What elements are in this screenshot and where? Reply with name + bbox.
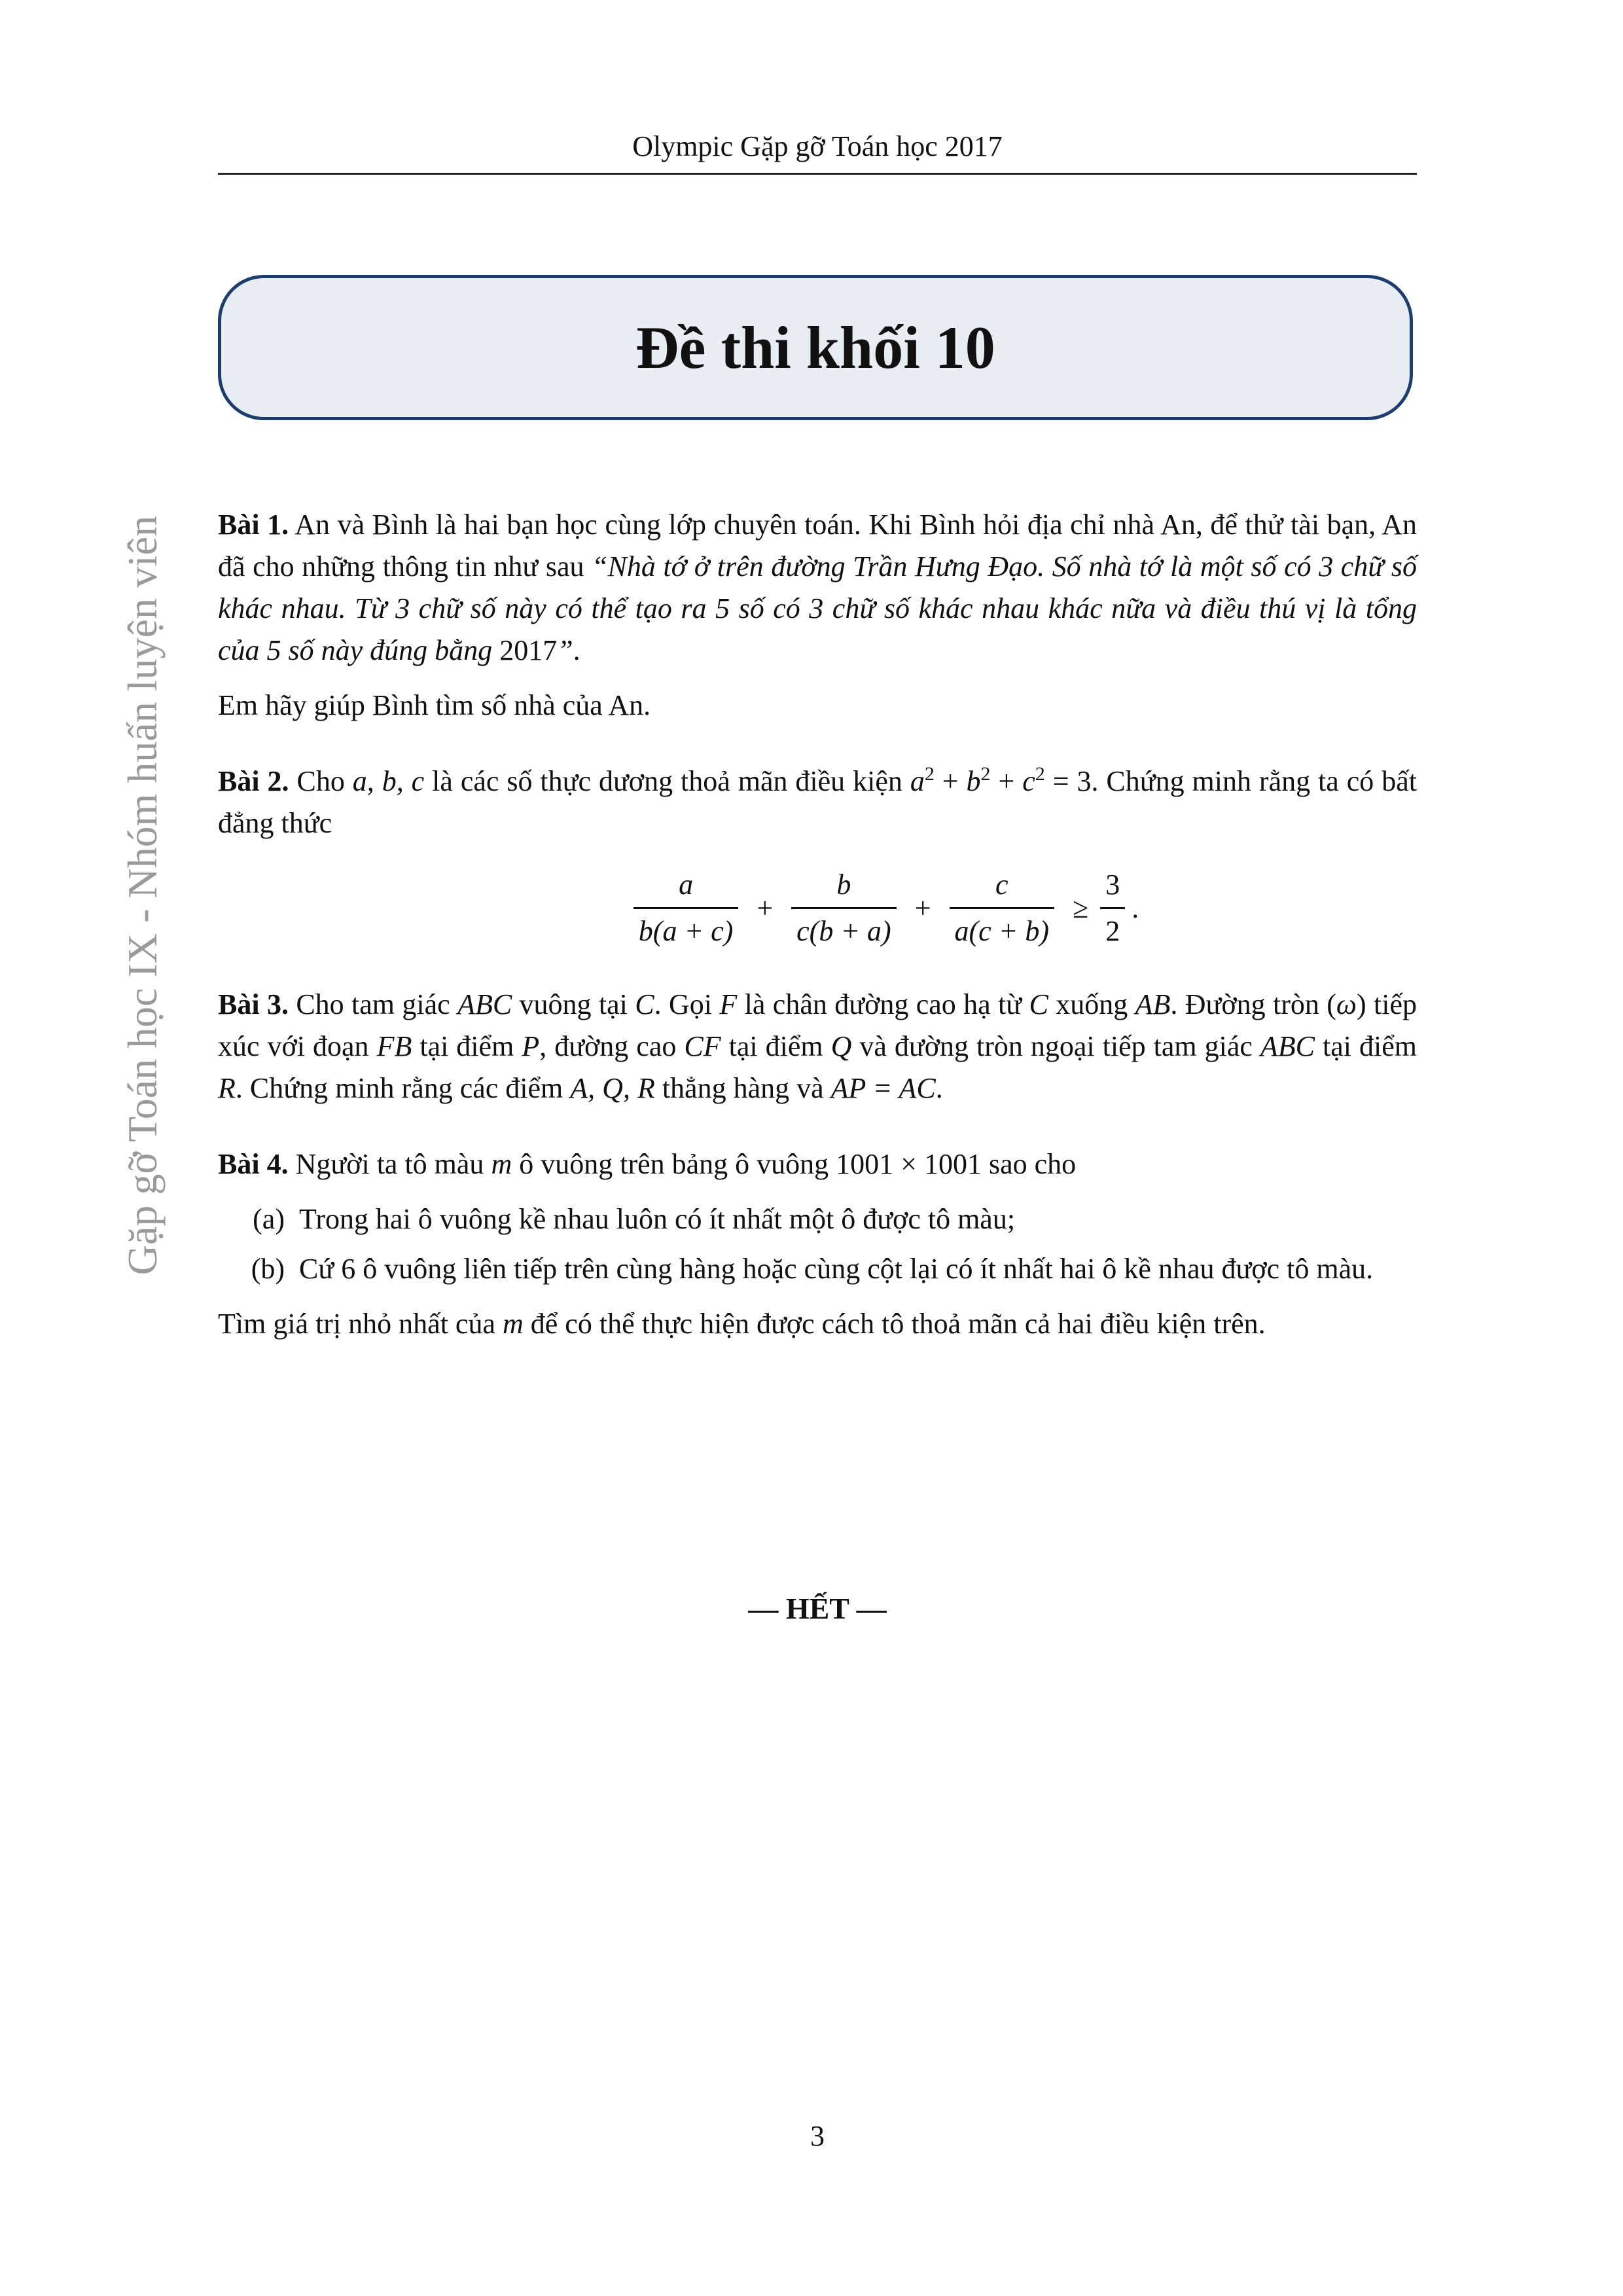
- list-item: [218, 1248, 1417, 1290]
- problem-3-label: Bài 3.: [218, 988, 289, 1020]
- end-mark: — HẾT —: [748, 1592, 887, 1625]
- display-period: .: [1132, 891, 1139, 924]
- header-rule: [218, 173, 1417, 175]
- geq-operator: ≥: [1073, 891, 1089, 924]
- side-watermark: Gặp gỡ Toán học IX - Nhóm huấn luyện viên: [119, 515, 166, 1276]
- problem-2-cond-b: b: [966, 765, 981, 797]
- fraction-1-numerator: a: [679, 869, 694, 901]
- math-symbol: Q: [830, 1030, 852, 1062]
- problems-content: [218, 504, 1417, 1379]
- plus-operator: +: [914, 891, 931, 924]
- problem-2-text: . Chứng minh rằng ta có bất đẳng thức: [218, 765, 1417, 839]
- fraction-rhs: [1100, 867, 1125, 950]
- math-symbol: m: [503, 1308, 524, 1340]
- exponent: 2: [980, 763, 991, 785]
- problem-3-text: thẳng hàng và: [654, 1072, 831, 1104]
- math-symbol: R: [218, 1072, 236, 1104]
- math-symbol: F: [719, 988, 738, 1020]
- problem-3-text: tại điểm: [1315, 1030, 1417, 1062]
- problem-3-text: Cho tam giác: [296, 988, 458, 1020]
- exponent: 2: [1035, 763, 1045, 785]
- condition-text: Cứ 6 ô vuông liên tiếp trên cùng hàng hoặc cùng cột lại có ít nhất hai ô kề nhau được tô màu.: [299, 1253, 1374, 1285]
- problem-4-text: Người ta tô màu: [295, 1148, 491, 1180]
- problem-3-text: tại điểm: [721, 1030, 831, 1062]
- condition-tag: (b): [251, 1253, 285, 1285]
- problem-3: [218, 984, 1417, 1109]
- condition-text: Trong hai ô vuông kề nhau luôn có ít nhất một ô được tô màu;: [299, 1203, 1016, 1235]
- math-symbol: C: [1029, 988, 1048, 1020]
- title-box: [218, 275, 1413, 420]
- math-symbol: AB: [1135, 988, 1171, 1020]
- math-symbol: A, Q, R: [570, 1072, 655, 1104]
- fraction-3: [950, 867, 1055, 950]
- running-header: Olympic Gặp gỡ Toán học 2017: [632, 130, 1003, 162]
- plus-operator: +: [757, 891, 774, 924]
- plus-sign: +: [990, 765, 1023, 797]
- problem-1-label: Bài 1.: [218, 509, 289, 541]
- problem-1-statement: [218, 504, 1417, 672]
- fraction-3-numerator: c: [995, 869, 1008, 901]
- math-symbol: FB: [376, 1030, 412, 1062]
- math-symbol: CF: [684, 1030, 721, 1062]
- problem-1-quote-end: ”: [557, 634, 573, 666]
- math-symbol: P: [522, 1030, 540, 1062]
- math-symbol: m: [491, 1148, 512, 1180]
- fraction-2-denominator: c(b + a): [791, 907, 897, 950]
- fraction-rhs-denominator: 2: [1100, 907, 1125, 950]
- problem-3-statement: [218, 984, 1417, 1109]
- problem-4-text: Tìm giá trị nhỏ nhất của: [218, 1308, 503, 1340]
- math-symbol: ω: [1336, 988, 1357, 1020]
- problem-1-question: Em hãy giúp Bình tìm số nhà của An.: [218, 689, 651, 721]
- problem-2-vars: a, b, c: [352, 765, 425, 797]
- fraction-2-numerator: b: [836, 869, 851, 901]
- problem-1-quote-number: 2017: [499, 634, 558, 666]
- problem-4-statement: [218, 1143, 1417, 1185]
- problem-1: [218, 504, 1417, 726]
- problem-2-eq: = 3: [1044, 765, 1092, 797]
- problem-3-text: và đường tròn ngoại tiếp tam giác: [851, 1030, 1260, 1062]
- inequality-display: [349, 867, 1417, 950]
- page-title: Đề thi khối 10: [635, 314, 995, 381]
- problem-2-label: Bài 2.: [218, 765, 289, 797]
- problem-3-text: tại điểm: [412, 1030, 522, 1062]
- fraction-2: [791, 867, 897, 950]
- problem-4: [218, 1143, 1417, 1345]
- problem-3-text: ) tiếp xúc với đoạn: [218, 988, 1418, 1062]
- math-symbol: ABC: [457, 988, 512, 1020]
- problem-3-text: xuống: [1048, 988, 1135, 1020]
- problem-1-intro: An và Bình là hai bạn học cùng lớp chuyên toán. Khi Bình hỏi địa chỉ nhà An, để thử tài bạn, An đã cho những thông tin như sau: [218, 509, 1418, 583]
- fraction-rhs-numerator: 3: [1105, 869, 1120, 901]
- page-number: 3: [810, 2120, 825, 2152]
- problem-1-outro: .: [573, 634, 580, 666]
- problem-3-text: , đường cao: [539, 1030, 685, 1062]
- problem-2-cond-a: a: [910, 765, 925, 797]
- problem-2: [218, 761, 1417, 950]
- problem-3-text: . Gọi: [654, 988, 720, 1020]
- problem-4-question: [218, 1303, 1417, 1345]
- math-symbol: ABC: [1260, 1030, 1315, 1062]
- problem-2-statement: [218, 761, 1417, 844]
- problem-1-quote: “Nhà tớ ở trên đường Trần Hưng Đạo. Số nhà tớ là một số có 3 chữ số khác nhau. Từ 3 chữ số này có thể tạo ra 5 số có 3 chữ số khác nhau khác nữa và điều thú vị là tổng của 5 số này đúng bằng: [218, 550, 1417, 666]
- problem-3-text: . Chứng minh rằng các điểm: [235, 1072, 571, 1104]
- math-symbol: AP = AC: [830, 1072, 936, 1104]
- problem-2-cond-c: c: [1022, 765, 1035, 797]
- exponent: 2: [924, 763, 935, 785]
- problem-4-text: để có thể thực hiện được cách tô thoả mãn cả hai điều kiện trên.: [523, 1308, 1266, 1340]
- fraction-1-denominator: b(a + c): [633, 907, 739, 950]
- problem-3-text: là chân đường cao hạ từ: [737, 988, 1029, 1020]
- problem-2-text: là các số thực dương thoả mãn điều kiện: [424, 765, 910, 797]
- problem-4-text: ô vuông trên bảng ô vuông 1001 × 1001 sao cho: [512, 1148, 1077, 1180]
- fraction-1: [633, 867, 739, 950]
- fraction-3-denominator: a(c + b): [950, 907, 1055, 950]
- plus-sign: +: [934, 765, 967, 797]
- problem-3-text: . Đường tròn (: [1170, 988, 1336, 1020]
- list-item: [218, 1198, 1417, 1240]
- math-symbol: C: [635, 988, 654, 1020]
- problem-2-text: Cho: [296, 765, 353, 797]
- problem-3-text: vuông tại: [512, 988, 635, 1020]
- condition-list: [218, 1198, 1417, 1290]
- problem-4-label: Bài 4.: [218, 1148, 289, 1180]
- problem-3-text: .: [935, 1072, 943, 1104]
- condition-tag: (a): [253, 1203, 285, 1235]
